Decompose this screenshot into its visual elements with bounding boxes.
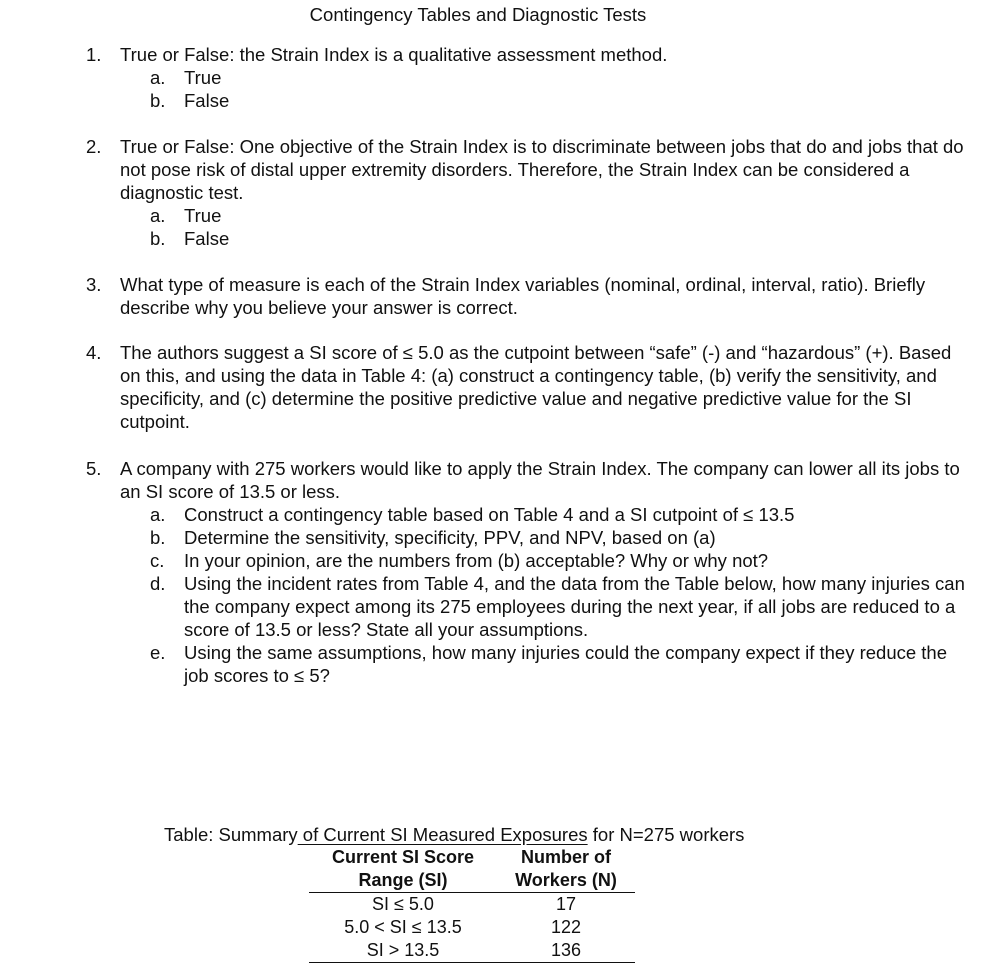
question-1 [86, 43, 966, 112]
table-caption-prefix: Table: Summary [164, 824, 298, 845]
option-letter: a. [150, 205, 166, 226]
question-number: 3. [86, 274, 102, 295]
option-text: Construct a contingency table based on Table 4 and a SI cutpoint of ≤ 13.5 [184, 504, 795, 525]
question-number: 1. [86, 44, 102, 65]
option-letter: c. [150, 550, 165, 571]
question-number: 5. [86, 458, 102, 479]
option-text: True [184, 67, 222, 88]
question-text: A company with 275 workers would like to apply the Strain Index. The company can lower all its jobs to an SI score of 13.5 or less. [120, 458, 960, 502]
option-item [150, 89, 966, 112]
option-text: In your opinion, are the numbers from (b) acceptable? Why or why not? [184, 550, 769, 571]
question-text: What type of measure is each of the Strain Index variables (nominal, ordinal, interval, ratio). Briefly describe why you believe your answer is correct. [120, 274, 926, 318]
table-cell: 5.0 < SI ≤ 13.5 [344, 917, 462, 937]
option-item [150, 549, 966, 572]
question-number: 4. [86, 342, 102, 363]
table-row [309, 939, 635, 963]
option-item [150, 526, 966, 549]
table-cell: 136 [497, 939, 635, 963]
summary-table [309, 846, 635, 963]
column-header: Range (SI) [309, 869, 497, 893]
table-cell: 17 [555, 894, 577, 914]
question-number: 2. [86, 136, 102, 157]
table-cell: SI > 13.5 [309, 939, 497, 963]
option-text: Using the incident rates from Table 4, and the data from the Table below, how many injuries can the company expect among its 275 employees during the next year, if all jobs are reduced to a score of 13.5 or less? State all your assumptions. [184, 573, 965, 640]
option-text: True [184, 205, 222, 226]
question-text: The authors suggest a SI score of ≤ 5.0 as the cutpoint between “safe” (-) and “hazardous” (+). Based on this, and using the data in Table 4: (a) construct a contingency table, (b) verify the sensitivity, and specificity, and (c) determine the positive predictive value and negative predictive value for the SI cutpoint. [120, 342, 952, 432]
option-text: False [184, 228, 230, 249]
option-letter: b. [150, 527, 166, 548]
option-letter: a. [150, 504, 166, 525]
question-text: True or False: the Strain Index is a qualitative assessment method. [120, 44, 668, 65]
option-list [150, 66, 966, 112]
option-item [150, 572, 966, 641]
table-row [309, 893, 635, 917]
question-5 [86, 457, 966, 687]
option-text: Determine the sensitivity, specificity, PPV, and NPV, based on (a) [184, 527, 716, 548]
option-letter: d. [150, 573, 166, 594]
question-3 [86, 273, 966, 319]
page-title: Contingency Tables and Diagnostic Tests [309, 4, 647, 25]
option-item [150, 641, 966, 687]
table-header-row [309, 869, 635, 893]
question-2 [86, 135, 966, 250]
column-header: Workers (N) [497, 869, 635, 893]
question-text: True or False: One objective of the Strain Index is to discriminate between jobs that do and jobs that do not pose risk of distal upper extremity disorders. Therefore, the Strain Index can be considered a diagnostic test. [120, 136, 964, 203]
option-item [150, 503, 966, 526]
table-cell: SI ≤ 5.0 [372, 894, 434, 914]
option-item [150, 204, 966, 227]
table-row [309, 916, 635, 939]
table-caption [164, 823, 744, 846]
column-header: Current SI Score [331, 847, 475, 867]
option-letter: b. [150, 228, 166, 249]
table-caption-suffix: for N=275 workers [587, 824, 745, 845]
option-list [150, 503, 966, 687]
option-text: False [184, 90, 230, 111]
option-item [150, 227, 966, 250]
question-4 [86, 341, 966, 433]
option-item [150, 66, 966, 89]
column-header: Number of [521, 847, 611, 867]
table-caption-underlined: of Current SI Measured Exposures [297, 824, 588, 845]
option-letter: e. [150, 642, 166, 663]
option-text: Using the same assumptions, how many injuries could the company expect if they reduce the job scores to ≤ 5? [184, 642, 948, 686]
option-letter: b. [150, 90, 166, 111]
table-cell: 122 [550, 917, 582, 937]
table-header-row [309, 846, 635, 869]
option-letter: a. [150, 67, 166, 88]
option-list [150, 204, 966, 250]
